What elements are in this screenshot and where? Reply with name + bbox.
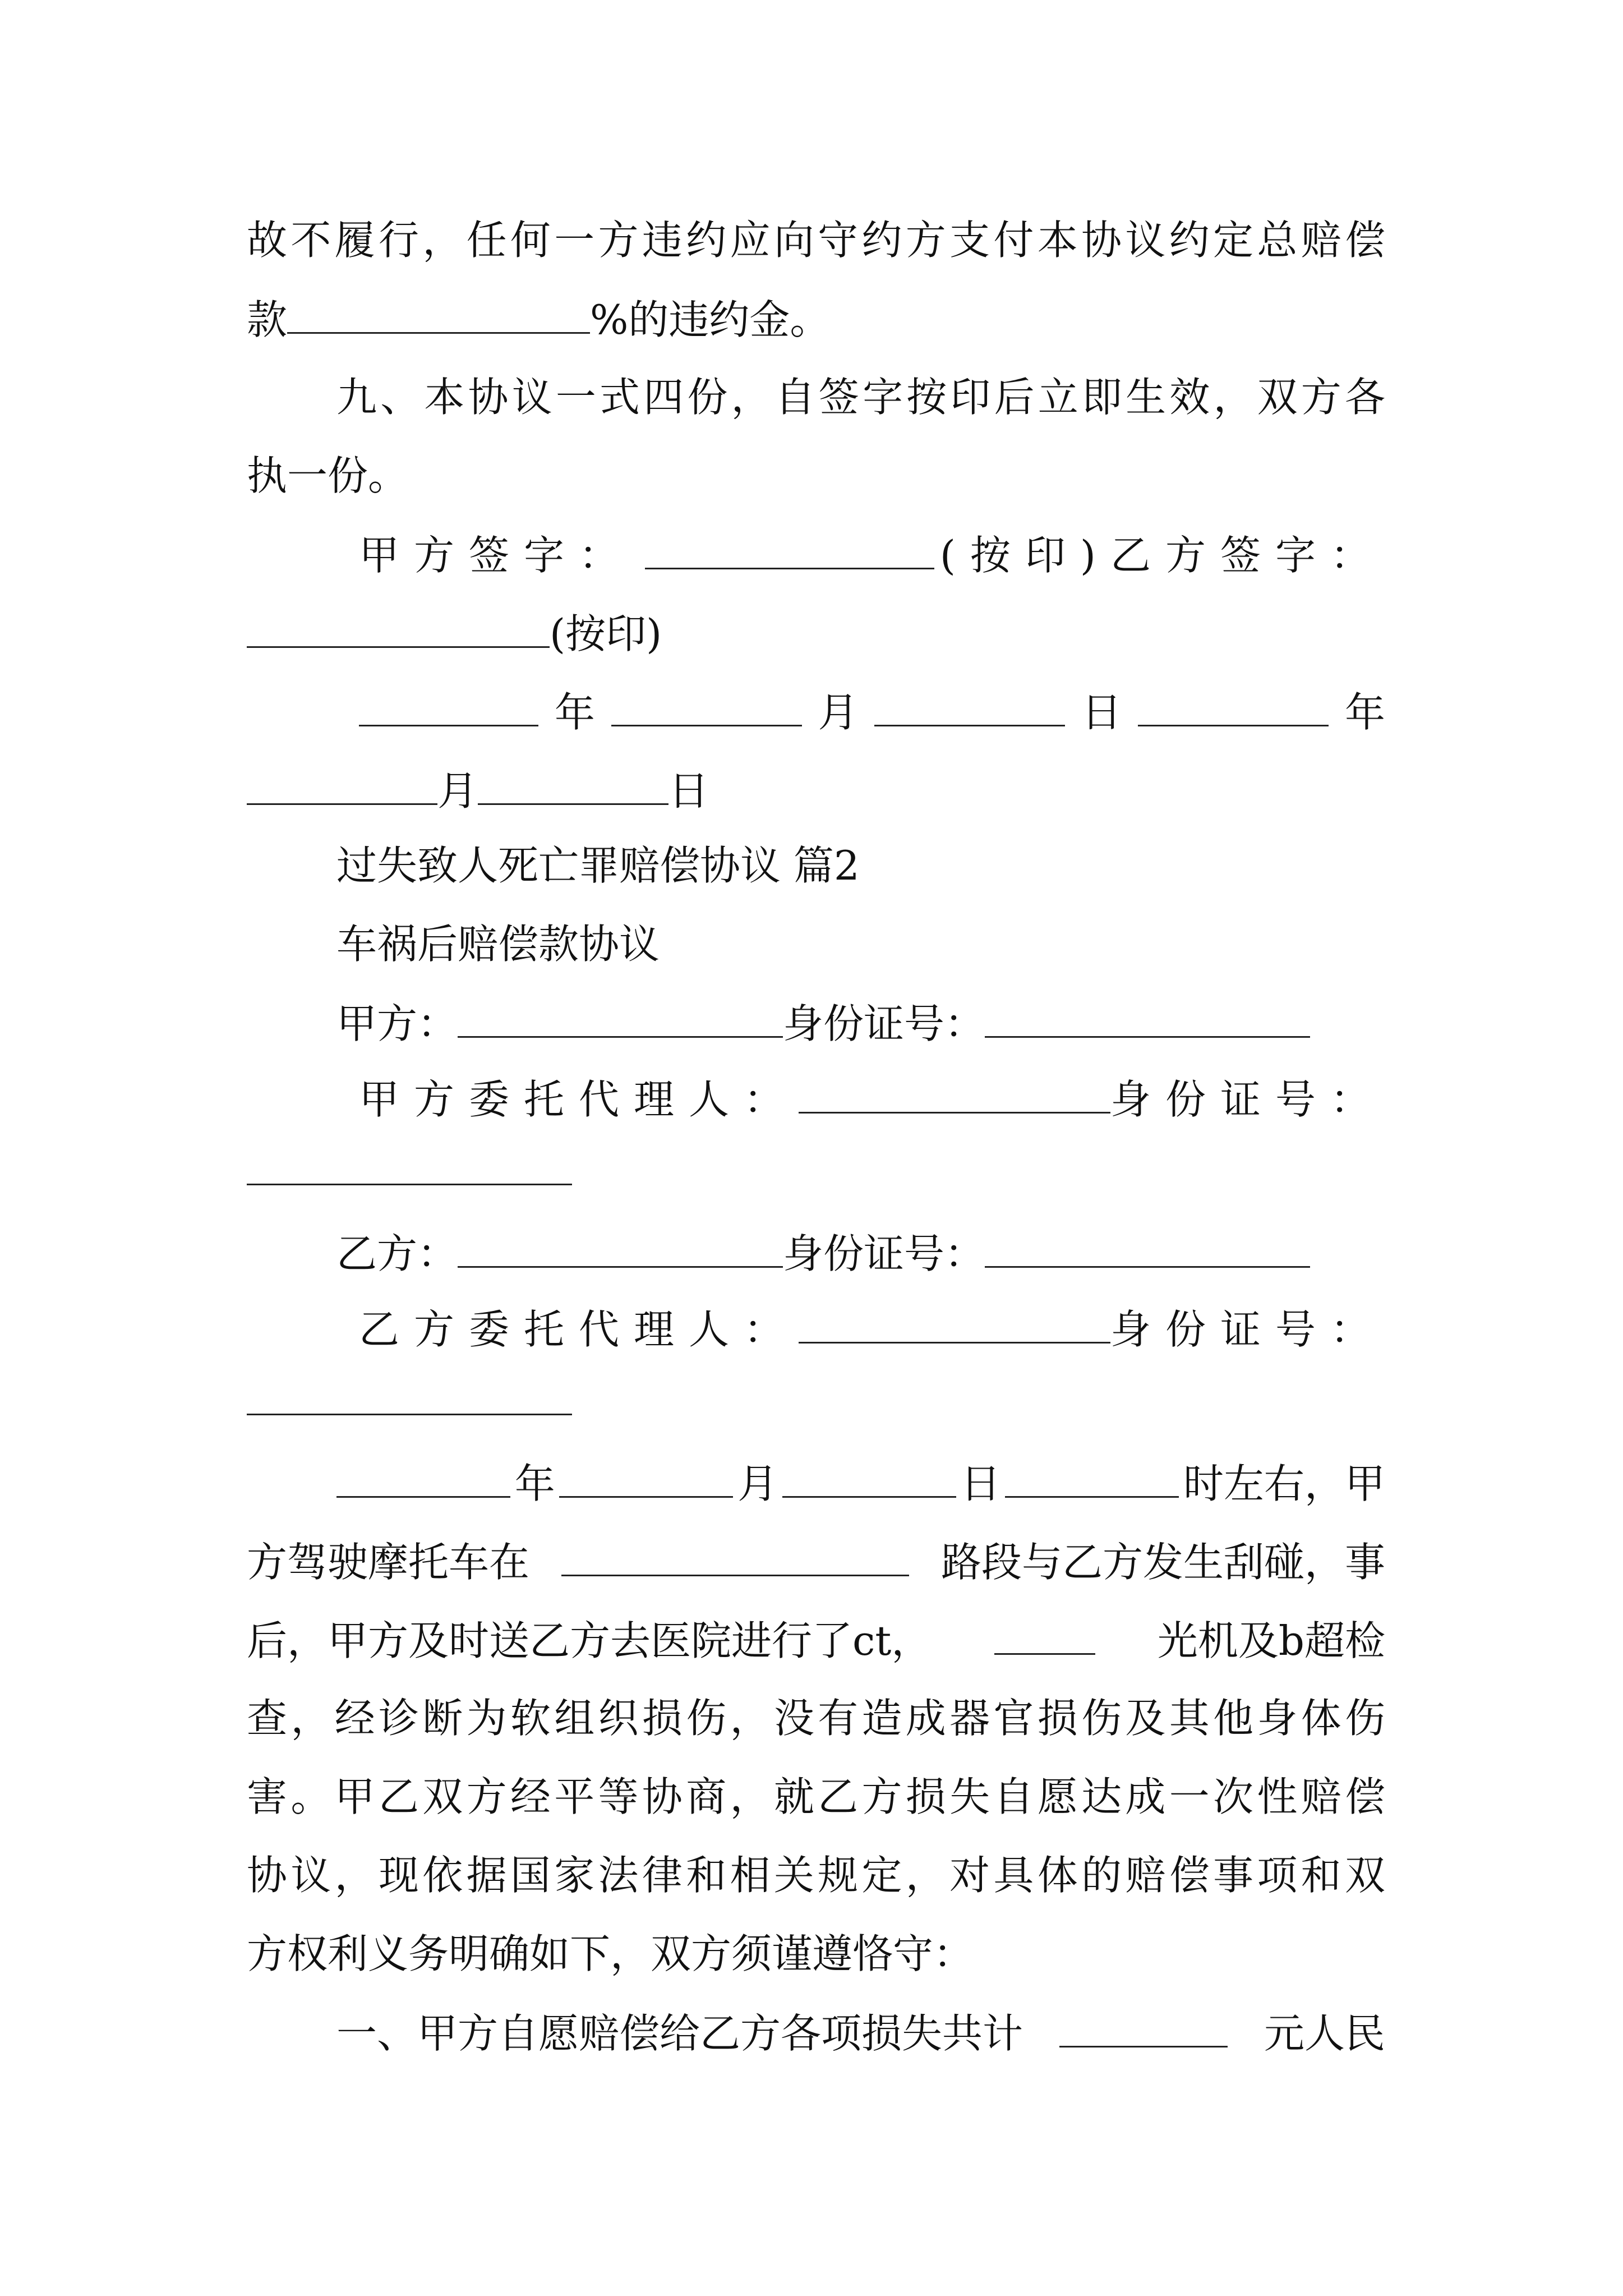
id-label: 身份证号： bbox=[783, 1000, 985, 1047]
text: 时左右，甲 bbox=[1183, 1460, 1385, 1507]
text: 年 bbox=[1344, 689, 1385, 736]
text: 月 bbox=[437, 767, 478, 815]
signature-line bbox=[359, 527, 1385, 582]
party-a-signature-field bbox=[645, 527, 934, 569]
party-b-agent-field bbox=[799, 1301, 1110, 1343]
blank-field bbox=[994, 1613, 1095, 1655]
paragraph-line bbox=[247, 1927, 1385, 1981]
text: 查，经诊断为软组织损伤，没有造成器官损伤及其他身体伤 bbox=[247, 1695, 1385, 1742]
text: 路段与乙方发生刮碰，事 bbox=[940, 1539, 1385, 1586]
text: 日 bbox=[668, 767, 709, 815]
text: 月 bbox=[737, 1460, 778, 1507]
blank-field bbox=[247, 763, 437, 805]
blank-field bbox=[559, 1456, 733, 1498]
party-a-agent-label: 甲方委托代理人： bbox=[359, 1076, 799, 1123]
text: 害。甲乙双方经平等协商，就乙方损失自愿达成一次性赔偿 bbox=[247, 1773, 1385, 1820]
text: %的违约金。 bbox=[590, 296, 831, 343]
id-label: 身份证号： bbox=[1110, 1306, 1385, 1353]
date-line bbox=[247, 763, 1385, 818]
text: 执一份。 bbox=[247, 452, 409, 499]
text: 年 bbox=[514, 1460, 555, 1507]
party-a-agent-id-field bbox=[247, 1184, 572, 1185]
paragraph-line bbox=[336, 2005, 1385, 2060]
text: 协议，现依据国家法律和相关规定，对具体的赔偿事项和双 bbox=[247, 1852, 1385, 1899]
paragraph-line bbox=[247, 1534, 1385, 1589]
blank-field bbox=[336, 1456, 510, 1498]
paragraph-line bbox=[336, 370, 1385, 424]
text: 元人民 bbox=[1264, 2010, 1385, 2057]
party-b-line bbox=[336, 1226, 1346, 1281]
text: 后，甲方及时送乙方去医院进行了ct， bbox=[247, 1617, 932, 1664]
agreement-title: 车祸后赔偿款协议 bbox=[336, 921, 660, 968]
paragraph-line bbox=[247, 1613, 1385, 1668]
paragraph-line bbox=[336, 1456, 1385, 1511]
party-b-signature-field bbox=[247, 606, 550, 648]
party-a-agent-field bbox=[799, 1071, 1110, 1114]
id-label: 身份证号： bbox=[1110, 1076, 1385, 1123]
text: 九、本协议一式四份，自签字按印后立即生效，双方各 bbox=[336, 374, 1385, 421]
paragraph-line bbox=[247, 213, 1385, 267]
text: 年 bbox=[554, 689, 595, 736]
text: 月 bbox=[818, 689, 859, 736]
paragraph-line bbox=[247, 1691, 1385, 1745]
blank-field bbox=[611, 684, 802, 726]
text: 日 bbox=[960, 1460, 1001, 1507]
text: 故不履行，任何一方违约应向守约方支付本协议约定总赔偿 bbox=[247, 217, 1385, 264]
id-label: 身份证号： bbox=[783, 1230, 985, 1277]
text: (按印) bbox=[550, 610, 662, 657]
paragraph-line bbox=[247, 1770, 1385, 1824]
party-b-agent-label: 乙方委托代理人： bbox=[359, 1306, 799, 1353]
blank-field bbox=[1005, 1456, 1179, 1498]
text: 一、甲方自愿赔偿给乙方各项损失共计 bbox=[336, 2010, 1023, 2057]
party-b-name-field bbox=[458, 1226, 783, 1268]
party-b-label: 乙方： bbox=[336, 1230, 458, 1277]
blank-field bbox=[1138, 684, 1329, 726]
party-b-agent-line bbox=[359, 1301, 1385, 1356]
paragraph-line bbox=[247, 449, 1385, 503]
amount-field bbox=[1059, 2005, 1228, 2047]
section-title: 过失致人死亡罪赔偿协议 篇2 bbox=[336, 842, 860, 889]
paragraph-line bbox=[247, 292, 1385, 347]
party-a-line bbox=[336, 996, 1346, 1051]
text: 光机及b超检 bbox=[1157, 1617, 1385, 1664]
party-a-agent-line bbox=[359, 1071, 1385, 1126]
section-heading bbox=[336, 839, 1475, 892]
blank-field bbox=[359, 684, 538, 726]
party-b-id-field bbox=[985, 1226, 1310, 1268]
party-a-name-field bbox=[458, 996, 783, 1038]
blank-field bbox=[782, 1456, 956, 1498]
party-b-agent-id-field bbox=[247, 1414, 572, 1415]
blank-field bbox=[561, 1534, 909, 1576]
text: 方权利义务明确如下，双方须谨遵恪守： bbox=[247, 1930, 974, 1977]
paragraph-line bbox=[247, 1848, 1385, 1902]
blank-field bbox=[287, 292, 590, 334]
party-b-signature-label: (按印)乙方签字： bbox=[939, 532, 1385, 579]
party-a-id-field bbox=[985, 996, 1310, 1038]
signature-line bbox=[247, 606, 1385, 661]
party-a-signature-label: 甲方签字： bbox=[359, 532, 634, 579]
text: 款 bbox=[247, 296, 288, 343]
text: 日 bbox=[1081, 689, 1122, 736]
date-line bbox=[359, 684, 1385, 739]
blank-field bbox=[874, 684, 1065, 726]
agreement-heading bbox=[336, 917, 1475, 971]
blank-field bbox=[478, 763, 668, 805]
party-a-label: 甲方： bbox=[336, 1000, 458, 1047]
text: 方驾驶摩托车在 bbox=[247, 1539, 530, 1586]
